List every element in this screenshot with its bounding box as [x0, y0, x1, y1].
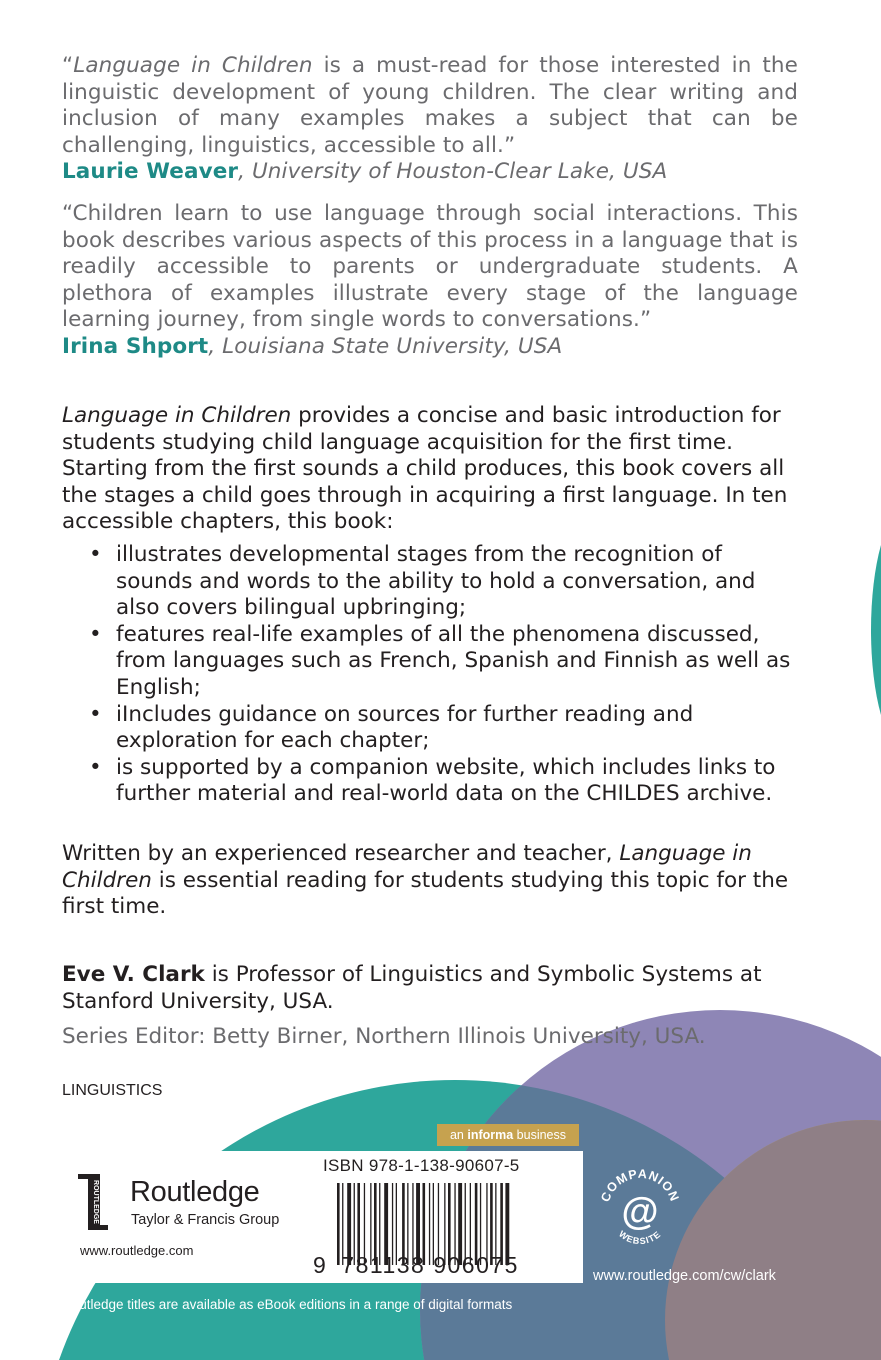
at-sign-icon: @ — [621, 1191, 659, 1233]
list-item — [62, 542, 802, 622]
bullet-icon: • — [89, 754, 102, 780]
routledge-logo-icon — [78, 1174, 108, 1230]
barcode-digits: 781138 906075 — [341, 1252, 519, 1278]
informa-suffix: business — [513, 1128, 567, 1142]
list-item-text: features real-life examples of all the phenomena discussed, from languages such as French, Spanish and Finnish as well as English; — [116, 621, 791, 700]
companion-url[interactable]: www.routledge.com/cw/clark — [593, 1268, 776, 1284]
review-quote-1 — [62, 53, 798, 186]
informa-name: informa — [467, 1128, 514, 1142]
ebook-note: Routledge titles are available as eBook editions in a range of digital formats — [62, 1297, 513, 1312]
author-bio-text: is Professor of Linguistics and Symbolic Systems at Stanford University, USA. — [62, 962, 762, 1014]
quote-affiliation: , Louisiana State University, USA — [208, 333, 563, 359]
author-name: Eve V. Clark — [62, 962, 205, 987]
quote-author: Laurie Weaver — [62, 159, 239, 185]
list-item — [62, 702, 802, 755]
closing-paragraph — [62, 841, 802, 921]
publisher-url: www.routledge.com — [80, 1243, 194, 1258]
list-item — [62, 755, 802, 808]
feature-list — [62, 542, 802, 808]
barcode-lead-digit: 9 — [313, 1252, 328, 1278]
book-title-italic: Language in Children — [62, 403, 292, 428]
publisher-name: Routledge — [130, 1176, 260, 1208]
quote-open: “ — [62, 53, 74, 78]
quote-author: Irina Shport — [62, 333, 209, 359]
list-item — [62, 622, 802, 702]
bullet-icon: • — [89, 541, 102, 567]
logo-vertical-text: ROUTLEDGE — [92, 1180, 99, 1224]
quote-affiliation: , University of Houston-Clear Lake, USA — [238, 159, 668, 185]
publisher-group: Taylor & Francis Group — [131, 1212, 280, 1228]
closing-text: Written by an experienced researcher and teacher, — [62, 841, 620, 866]
informa-business-banner — [437, 1124, 579, 1146]
book-title-italic: Language in Children — [62, 841, 752, 893]
book-description — [62, 403, 802, 808]
right-edge-teal-arc — [871, 510, 881, 750]
subject-category: LINGUISTICS — [62, 1082, 163, 1099]
barcode-number — [313, 1252, 563, 1279]
bullet-icon: • — [89, 701, 102, 727]
review-quote-2 — [62, 201, 798, 361]
list-item-text: iIncludes guidance on sources for further reading and exploration for each chapter; — [116, 701, 694, 754]
isbn-label: ISBN 978-1-138-90607-5 — [323, 1156, 520, 1175]
list-item-text: illustrates developmental stages from the recognition of sounds and words to the ability to hold a conversation, and also covers bilingual upbringing; — [116, 541, 756, 621]
book-title-italic: Language in Children — [73, 53, 313, 78]
companion-bottom-text: WEBSITE — [617, 1228, 663, 1247]
companion-top-text: COMPANION — [598, 1166, 682, 1204]
quote-text: is a must-read for those interested in the linguistic development of young children. The clear writing and inclusion of many examples makes a subject that can be challenging, linguistics, accessible to all.” — [62, 53, 798, 158]
companion-website-badge — [590, 1158, 690, 1258]
closing-text: is essential reading for students studying this topic for the first time. — [62, 867, 789, 920]
description-intro: provides a concise and basic introduction for students studying child language acquisition for the first time. Starting from the first sounds a child produces, this book covers all the stages a child goes through in acquiring a first language. In ten accessible chapters, this book: — [62, 403, 788, 535]
quote-text: “Children learn to use language through social interactions. This book describes various aspects of this process in a language that is readily accessible to parents or undergraduate students. A plethora of examples illustrate every stage of the language learning journey, from single words to conversations.” — [62, 201, 798, 333]
series-editor: Series Editor: Betty Birner, Northern Illinois University, USA. — [62, 1024, 706, 1049]
informa-prefix: an — [449, 1128, 468, 1142]
bullet-icon: • — [89, 621, 102, 647]
author-bio — [62, 962, 802, 1015]
list-item-text: is supported by a companion website, which includes links to further material and real-world data on the CHILDES archive. — [116, 754, 776, 807]
